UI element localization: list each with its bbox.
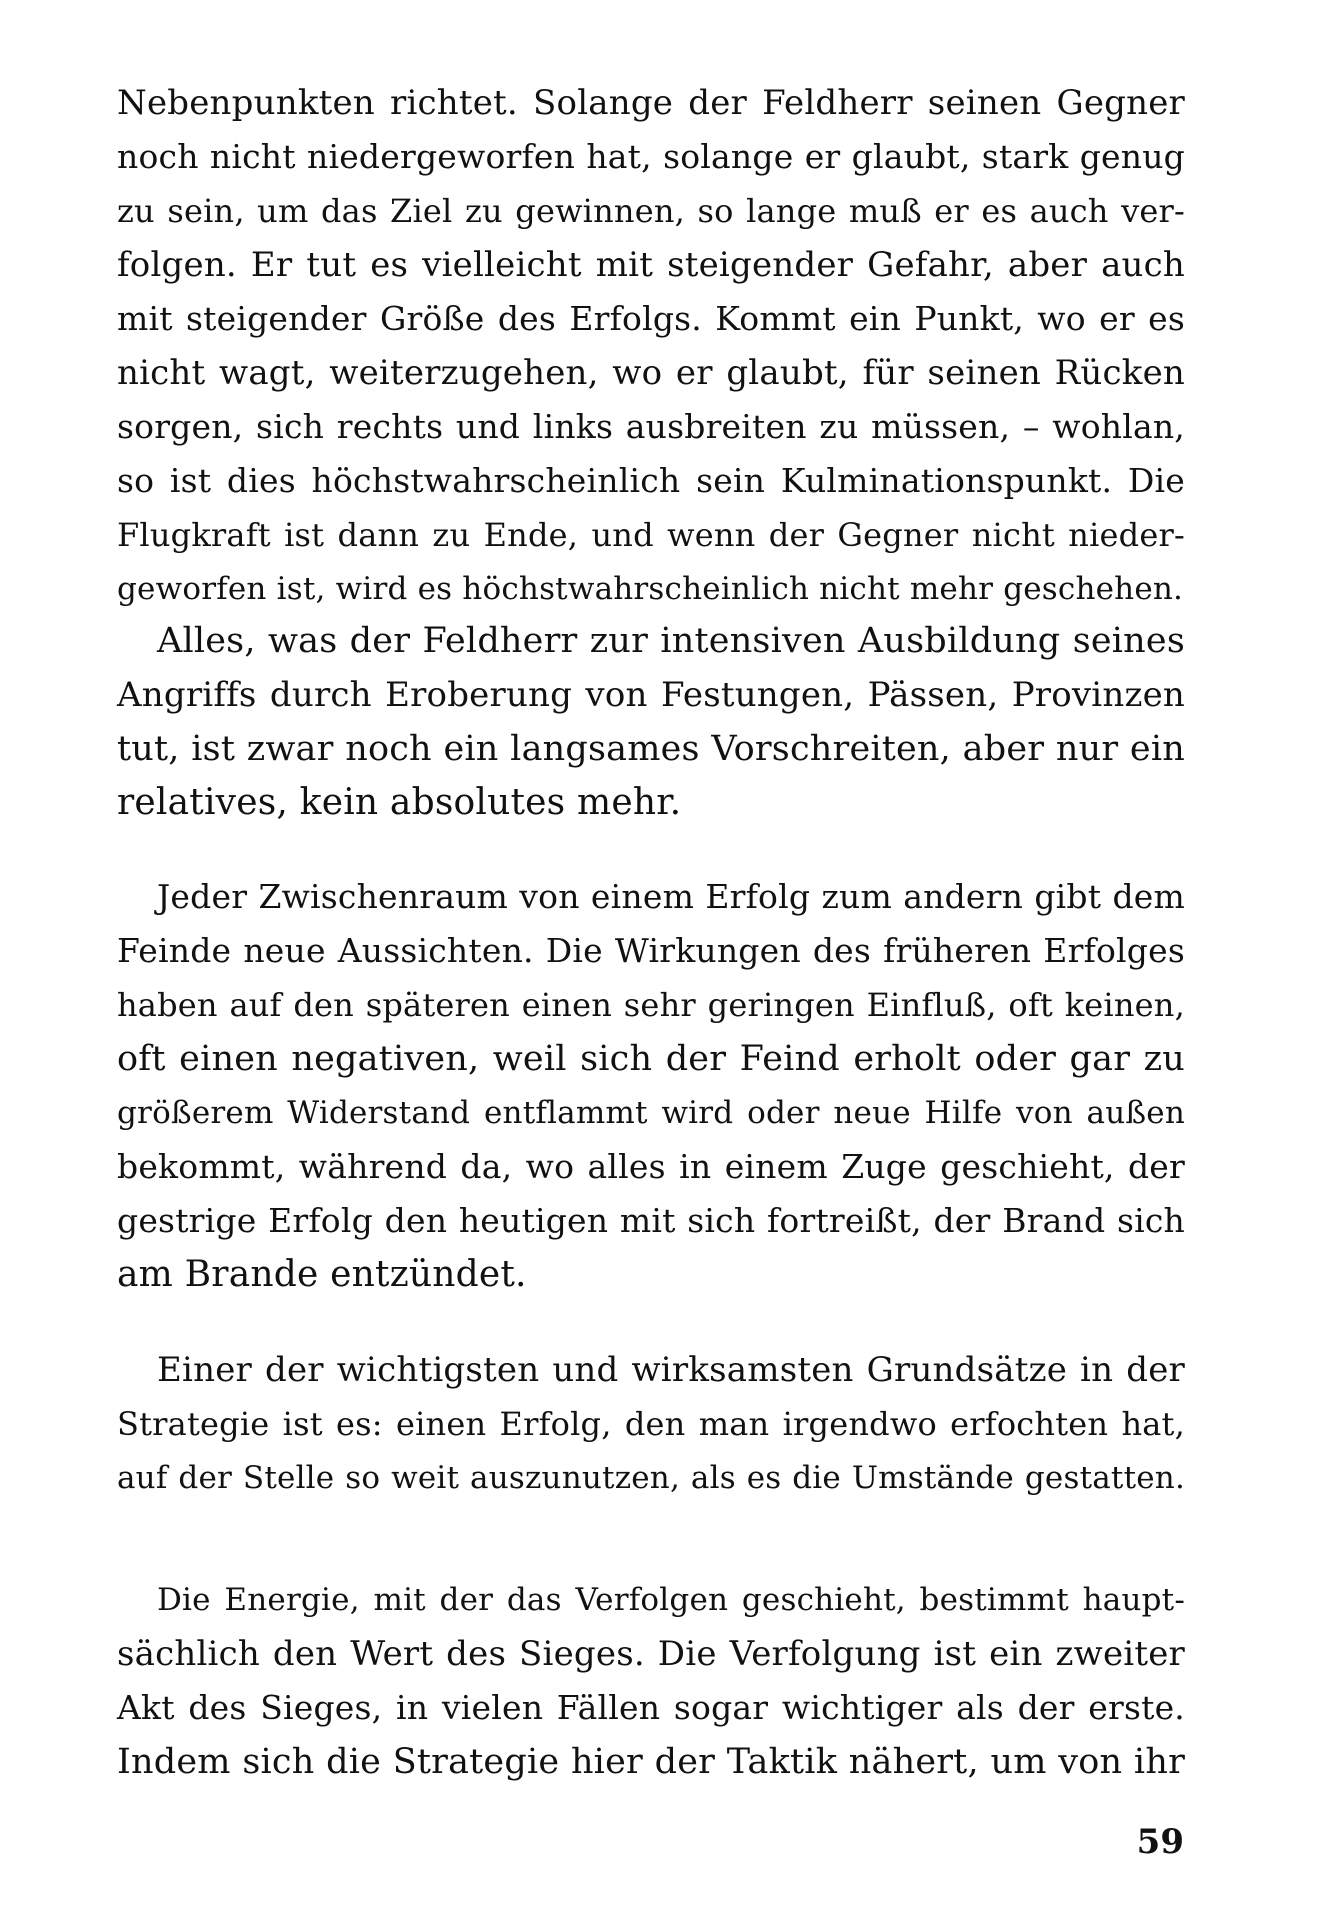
text-line: so ist dies höchstwahrscheinlich sein Kulminationspunkt. Die (117, 461, 1185, 500)
text-line: Feinde neue Aussichten. Die Wirkungen des früheren Erfolges (117, 931, 1185, 970)
text-line: nicht wagt, weiterzugehen, wo er glaubt, für seinen Rücken (117, 353, 1185, 393)
text-line: Angriffs durch Eroberung von Festungen, Pässen, Provinzen (117, 675, 1185, 715)
text-line: bekommt, während da, wo alles in einem Zuge geschieht, der (117, 1147, 1185, 1186)
paragraph-1 (117, 76, 1185, 616)
text-line: Indem sich die Strategie hier der Taktik nähert, um von ihr (117, 1742, 1185, 1782)
text-line: am Brande entzündet. (117, 1254, 527, 1295)
text-line: Die Energie, mit der das Verfolgen geschieht, bestimmt haupt- (157, 1582, 1185, 1618)
text-line: Strategie ist es: einen Erfolg, den man irgendwo erfochten hat, (117, 1405, 1185, 1443)
text-line: Akt des Sieges, in vielen Fällen sogar wichtiger als der erste. (117, 1688, 1185, 1727)
text-line: Flugkraft ist dann zu Ende, und wenn der Gegner nicht nieder- (117, 516, 1185, 554)
text-line: folgen. Er tut es vielleicht mit steigender Gefahr, aber auch (117, 245, 1185, 285)
text-line: geworfen ist, wird es höchstwahrscheinlich nicht mehr geschehen. (117, 571, 1184, 607)
text-line: Einer der wichtigsten und wirksamsten Grundsätze in der (157, 1350, 1185, 1390)
paragraph-4 (117, 1343, 1185, 1505)
text-line: größerem Widerstand entflammt wird oder neue Hilfe von außen (117, 1095, 1185, 1131)
text-line: Jeder Zwischenraum von einem Erfolg zum andern gibt dem (157, 877, 1185, 916)
page-number: 59 (1136, 1822, 1184, 1862)
text-line: Nebenpunkten richtet. Solange der Feldherr seinen Gegner (117, 83, 1185, 123)
text-line: noch nicht niedergeworfen hat, solange er glaubt, stark genug (117, 137, 1185, 176)
text-line: tut, ist zwar noch ein langsames Vorschreiten, aber nur ein (117, 729, 1185, 769)
text-line: sächlich den Wert des Sieges. Die Verfolgung ist ein zweiter (117, 1634, 1185, 1674)
paragraph-5 (117, 1573, 1185, 1789)
paragraph-3 (117, 870, 1185, 1302)
text-line: gestrige Erfolg den heutigen mit sich fortreißt, der Brand sich (117, 1201, 1185, 1240)
text-line: haben auf den späteren einen sehr geringen Einfluß, oft keinen, (117, 986, 1185, 1024)
paragraph-2 (117, 614, 1185, 830)
text-line: mit steigender Größe des Erfolgs. Kommt ein Punkt, wo er es (117, 299, 1185, 338)
text-line: zu sein, um das Ziel zu gewinnen, so lange muß er es auch ver- (117, 192, 1185, 230)
text-line: sorgen, sich rechts und links ausbreiten zu müssen, – wohlan, (117, 407, 1185, 446)
text-line: Alles, was der Feldherr zur intensiven Ausbildung seines (157, 621, 1185, 661)
text-line: relatives, kein absolutes mehr. (117, 782, 682, 823)
text-line: oft einen negativen, weil sich der Feind erholt oder gar zu (117, 1039, 1185, 1079)
text-line: auf der Stelle so weit auszunutzen, als es die Umstände gestatten. (117, 1460, 1185, 1496)
